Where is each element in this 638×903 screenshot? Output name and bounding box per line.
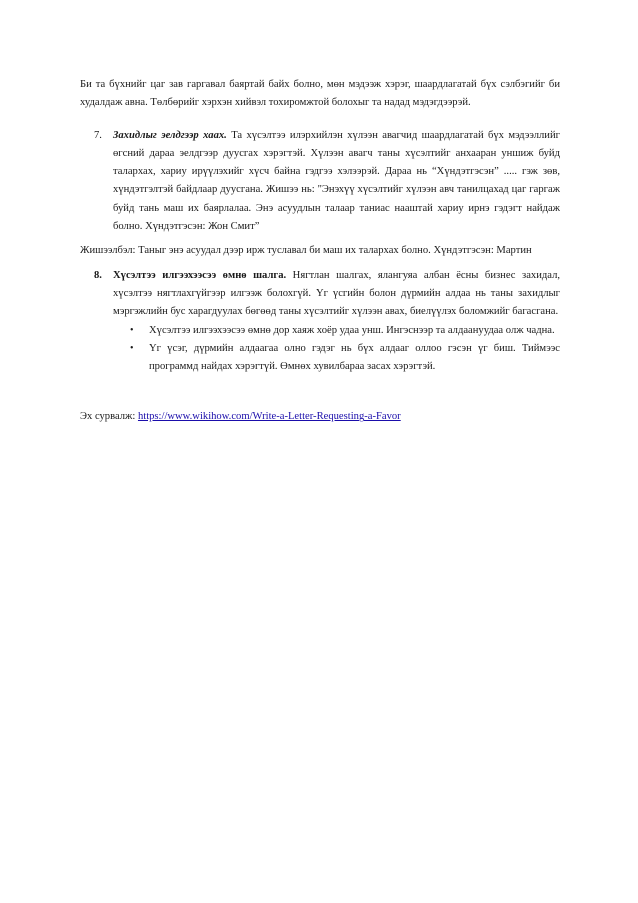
list-item-text: Хүсэлтээ илгээхээсээ өмнө дор хаяж хоёр удаа унш. Ингэснээр та алдаануудаа олж чадна. [149, 324, 555, 336]
bullet-icon: • [130, 342, 134, 354]
bullet-list [113, 322, 560, 377]
source-link[interactable]: https://www.wikihow.com/Write-a-Letter-Requesting-a-Favor [137, 411, 401, 423]
list-item [113, 322, 560, 340]
source-line [80, 408, 560, 426]
intro-paragraph: Би та бүхнийг цаг зав гаргавал баяртай байх болно, мөн мэдээж хэрэг, шаардлагатай бүх сэлбэгийг би худалдаж авна. Төлбөрийг хэрхэн хийвэл тохиромжтой болохыг та надад мэдэгдээрэй. [80, 79, 560, 109]
source-label: Эх сурвалж: [80, 411, 138, 423]
item-number: 8. [94, 269, 102, 281]
item-text: Нягтлан шалгах, ялангуяа албан ёсны бизнес захидал, хүсэлтээ нягтлахгүйгээр илгээж болохгүй. Үг үсгийн болон дүрмийн алдаа нь таны захидлыг мэргэжлийн бус харагдуулах бөгөөд таны хүсэлтийг хүлээн авах, биелүүлэх боломжийг багасгана. [113, 269, 561, 318]
item-number: 7. [94, 129, 102, 141]
numbered-item-8 [80, 267, 560, 377]
item-heading: Хүсэлтээ илгээхээсээ өмнө шалга. [113, 269, 287, 281]
example-paragraph: Жишээлбэл: Таныг энэ асуудал дээр ирж туславал би маш их талархах болно. Хүндэтгэсэн: Мартин [80, 245, 532, 257]
item-text: Та хүсэлтээ илэрхийлэн хүлээн авагчид шаардлагатай бүх мэдээллийг өгсний дараа эелдгээр дуусгах хэрэгтэй. Хүлээн авагч таны хүсэлтийг анхааран уншиж буйд талархах, хариу ирүүлэхийг хүсч байна гэдгээ хэлээрэй. Дараа нь “Хүндэтгэсэн” ..... гэж зөв, хүндэтгэлтэй байдлаар дуусгана. Жишээ нь: "Энэхүү хүсэлтийг хүлээн авч танилцахад цаг гаргаж буйд тань маш их баярлалаа. Энэ асуудлын талаар таниас нааштай хариу ирнэ гэдэгт найдаж болно. Хүндэтгэсэн: Жон Смит” [113, 129, 560, 233]
bullet-icon: • [130, 324, 134, 336]
item-heading: Захидлыг эелдгээр хаах. [113, 129, 227, 141]
list-item [113, 340, 560, 377]
numbered-item-7 [80, 127, 560, 237]
list-item-text: Үг үсэг, дүрмийн алдаагаа олно гэдэг нь бүх алдааг оллоо гэсэн үг биш. Тиймээс программд найдах хэрэгтүй. Өмнөх хувилбараа засах хэрэгтэй. [149, 342, 560, 373]
